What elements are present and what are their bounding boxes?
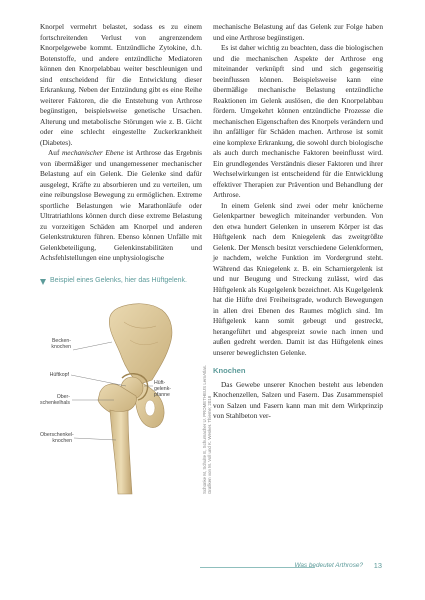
- label-hueftgelenkpfanne: Hüft- gelenk- pfanne: [154, 379, 172, 399]
- body-paragraph: Es ist daher wichtig zu beachten, dass die biologischen und die mechanischen Aspekte der Arthrose eng miteinander verknüpft sind und sich gegenseitig beeinflussen können. Beispielsweise kann eine übermäßige mechanische Belastung entzündliche Reaktionen im Gelenk auslösen, die den Knorpelabbau fördern. Umgekehrt können entzündliche Prozesse die mechanischen Eigenschaften des Knorpels verändern und ihn anfälliger für Schäden machen. Arthrose ist somit eine komplexe Erkrankung, die sowohl durch biologische als auch durch mechanische Faktoren beeinflusst wird. Ein grundlegendes Verständnis dieser Faktoren und ihrer Wechselwirkungen ist entscheidend für die Entwicklung effektiver Therapien zur Prävention und Behandlung der Arthrose.: [213, 43, 383, 199]
- label-oberschenkelhals: Ober- schenkelhals: [40, 393, 70, 406]
- caption-triangle-icon: [40, 279, 46, 285]
- body-paragraph: [40, 148, 202, 264]
- paragraph-start: Auf: [48, 148, 62, 157]
- label-hueftkopf: Hüftkopf: [49, 371, 69, 378]
- image-credit: Schünke M, Schulte E, Schumacher U. PROMETHEUS LernAtlas. Grafiken von M. Voll und K. Wesker. Thieme; 2018: [202, 364, 213, 494]
- running-title: Was bedeutet Arthrose?: [294, 562, 363, 569]
- page-footer: [200, 560, 385, 574]
- paragraph-rest: ist Arthrose das Ergebnis von übermäßiger und unangemessener mechanischer Belastung auf ein Gelenk. Die Gelenke sind dafür ausgelegt, Kräfte zu absorbieren und zu verteilen, um eine reibungslose Bewegung zu ermöglichen. Extreme sportliche Belastungen wie Marathonläufe oder Ultratriathlons können durch diese extreme Belastung zu vorzeitigen Schäden am Knorpel und anderen Gelenkstrukturen führen. Ebenso können Unfälle mit Gelenkbeteiligung, Gelenkinstabilitäten und Achsfehlstellungen eine unphysiologische: [40, 148, 202, 262]
- hip-joint-figure: [40, 288, 213, 501]
- pelvis-bone-shape: [109, 303, 172, 383]
- label-beckenknochen: Becken- knochen: [51, 337, 71, 350]
- page-number: 13: [373, 561, 382, 570]
- left-column: [40, 22, 213, 501]
- body-paragraph: mechanische Belastung auf das Gelenk zur Folge haben und eine Arthrose begünstigen.: [213, 22, 383, 42]
- body-paragraph: Das Gewebe unserer Knochen besteht aus lebenden Knochenzellen, Salzen und Fasern. Das Zusammenspiel von Salzen und Fasern kann man mit dem Wirkprinzip von Stahlbeton ver-: [213, 379, 383, 420]
- label-oberschenkelknochen: Oberschenkel- knochen: [40, 431, 74, 444]
- right-column: [213, 22, 383, 422]
- body-paragraph: In einem Gelenk sind zwei oder mehr knöcherne Gelenkpartner beweglich miteinander verbunden. Von den etwa hundert Gelenken in unserem Körper ist das Hüftgelenk nach dem Kniegelenk das zweitgrößte Gelenk. Der Mensch besitzt verschiedene Gelenkformen, je nachdem, welche Funktion im Vordergrund steht. Während das Kniegelenk z. B. ein Scharniergelenk ist und nur Beugung und Streckung zulässt, wird das Hüftgelenk als Kugelgelenk bezeichnet. Als Kugelgelenk hat die Hüfte drei Freiheitsgrade, wodurch Bewegungen in allen drei Ebenen des Raumes möglich sind. Im Hüftgelenk kann somit gebeugt und gestreckt, herangeführt und abgespreizt sowie nach innen und außen gedreht werden. Damit ist das Hüftgelenk eines unserer beweglichsten Gelenke.: [213, 200, 383, 357]
- figure-caption: [40, 276, 202, 286]
- section-heading: Knochen: [213, 366, 246, 375]
- femur-shaft-shape: [110, 410, 132, 494]
- body-paragraph: Knorpel vermehrt belastet, sodass es zu einem fortschreitenden Verlust von angrenzendem Knorpelgewebe kommt. Entzündliche Zytokine, d.h. Botenstoffe, und andere entzündliche Mediatoren können den Knorpelabbau weiter beschleunigen und sind entscheidend für die Entwicklung dieser Erkrankung. Neben der Entzündung gibt es eine Reihe weiterer Faktoren, die die Entstehung von Arthrose begünstigen, beispielsweise genetische Ursachen. Alterung und metabolische Störungen wie z. B. Gicht oder eine schlecht eingestellte Zuckerkrankheit (Diabetes).: [40, 22, 202, 147]
- figure-caption-text: Beispiel eines Gelenks, hier das Hüftgelenk.: [50, 276, 187, 284]
- emphasis-text: mechanischer Ebene: [62, 148, 124, 157]
